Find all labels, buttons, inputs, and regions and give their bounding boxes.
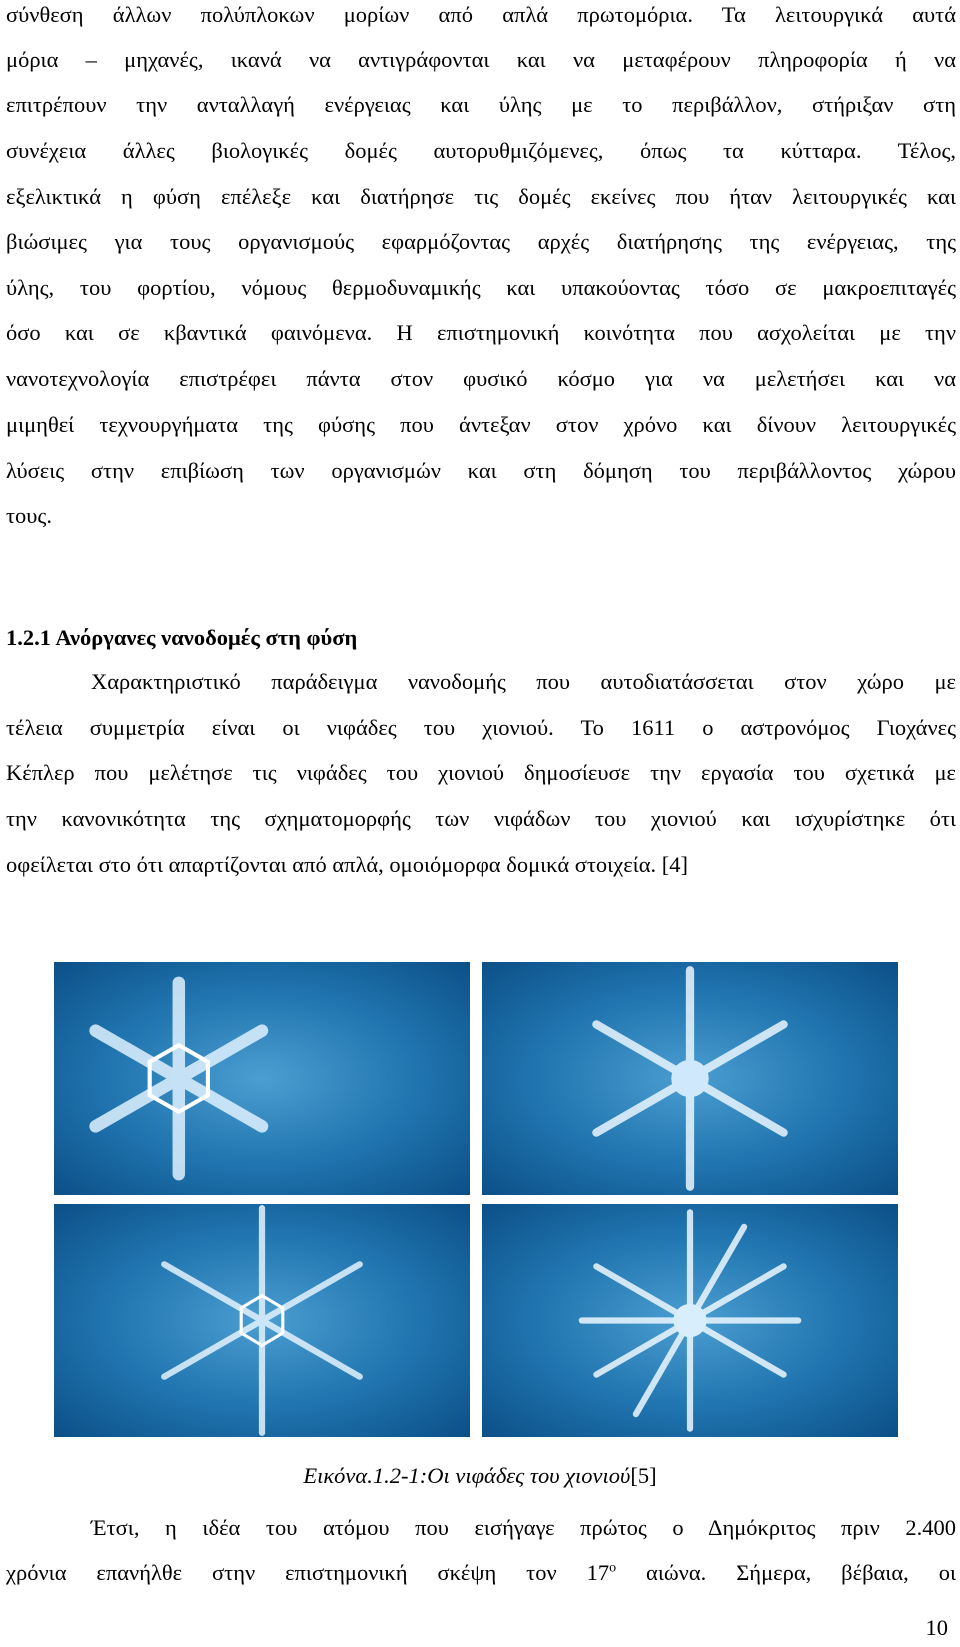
text-line: ύλης, του φορτίου, νόμους θερμοδυναμικής και υπακούοντας τόσο σε μακροεπιταγές: [6, 275, 956, 300]
snowflake-image: [482, 962, 898, 1195]
text-line: μόρια – μηχανές, ικανά να αντιγράφονται και να μεταφέρουν πληροφορία ή να: [6, 47, 956, 72]
snowflake-photo: [482, 962, 898, 1195]
text-line: μιμηθεί τεχνουργήματα της φύσης που άντεξαν στον χρόνο και δίνουν λειτουργικές: [6, 412, 956, 437]
text-line: Έτσι, η ιδέα του ατόμου που εισήγαγε πρώτος ο Δημόκριτος πριν 2.400: [91, 1515, 956, 1540]
superscript: ο: [609, 1560, 617, 1576]
snowflake-photo: [54, 962, 470, 1195]
text-line: την κανονικότητα της σχηματομορφής των νιφάδων του χιονιού και ισχυρίστηκε ότι: [6, 806, 956, 831]
text-segment: αιώνα. Σήμερα, βέβαια, οι: [616, 1560, 957, 1585]
text-line: [6, 1558, 956, 1588]
text-line: επιτρέπουν την ανταλλαγή ενέργειας και ύλης με το περιβάλλον, στήριξαν στη: [6, 92, 956, 117]
text-line: λύσεις στην επιβίωση των οργανισμών και στη δόμηση του περιβάλλοντος χώρου: [6, 458, 956, 483]
snowflakes-figure: [54, 962, 898, 1437]
text-line: βιώσιμες για τους οργανισμούς εφαρμόζοντας αρχές διατήρησης της ενέργειας, της: [6, 229, 956, 254]
page-number: 10: [925, 1615, 948, 1640]
snowflake-image: [54, 1204, 470, 1437]
text-line: τους.: [6, 503, 52, 528]
text-line: οφείλεται στο ότι απαρτίζονται από απλά, ομοιόμορφα δομικά στοιχεία. [4]: [6, 852, 688, 877]
text-line: σύνθεση άλλων πολύπλοκων μορίων από απλά πρωτομόρια. Τα λειτουργικά αυτά: [6, 2, 956, 27]
text-line: όσο και σε κβαντικά φαινόμενα. Η επιστημονική κοινότητα που ασχολείται με την: [6, 320, 956, 345]
text-line: εξελικτικά η φύση επέλεξε και διατήρησε τις δομές εκείνες που ήταν λειτουργικές και: [6, 184, 956, 209]
caption-reference: [5]: [630, 1463, 657, 1488]
caption-title: Εικόνα.1.2-1:Οι νιφάδες του χιονιού: [303, 1463, 631, 1488]
text-line: Χαρακτηριστικό παράδειγμα νανοδομής που αυτοδιατάσσεται στον χώρο με: [91, 669, 956, 694]
section-heading: 1.2.1 Ανόργανες νανοδομές στη φύση: [6, 625, 358, 650]
text-line: Κέπλερ που μελέτησε τις νιφάδες του χιονιού δημοσίευσε την εργασία του σχετικά με: [6, 760, 956, 785]
figure-caption: [0, 1461, 960, 1491]
snowflake-photo: [482, 1204, 898, 1437]
snowflake-photo: [54, 1204, 470, 1437]
text-line: συνέχεια άλλες βιολογικές δομές αυτορυθμιζόμενες, όπως τα κύτταρα. Τέλος,: [6, 138, 956, 163]
text-segment: χρόνια επανήλθε στην επιστημονική σκέψη τον 17: [6, 1560, 610, 1585]
snowflake-image: [482, 1204, 898, 1437]
text-line: τέλεια συμμετρία είναι οι νιφάδες του χιονιού. Το 1611 ο αστρονόμος Γιοχάνες: [6, 715, 956, 740]
snowflake-image: [54, 962, 470, 1195]
text-line: νανοτεχνολογία επιστρέφει πάντα στον φυσικό κόσμο για να μελετήσει και να: [6, 366, 956, 391]
